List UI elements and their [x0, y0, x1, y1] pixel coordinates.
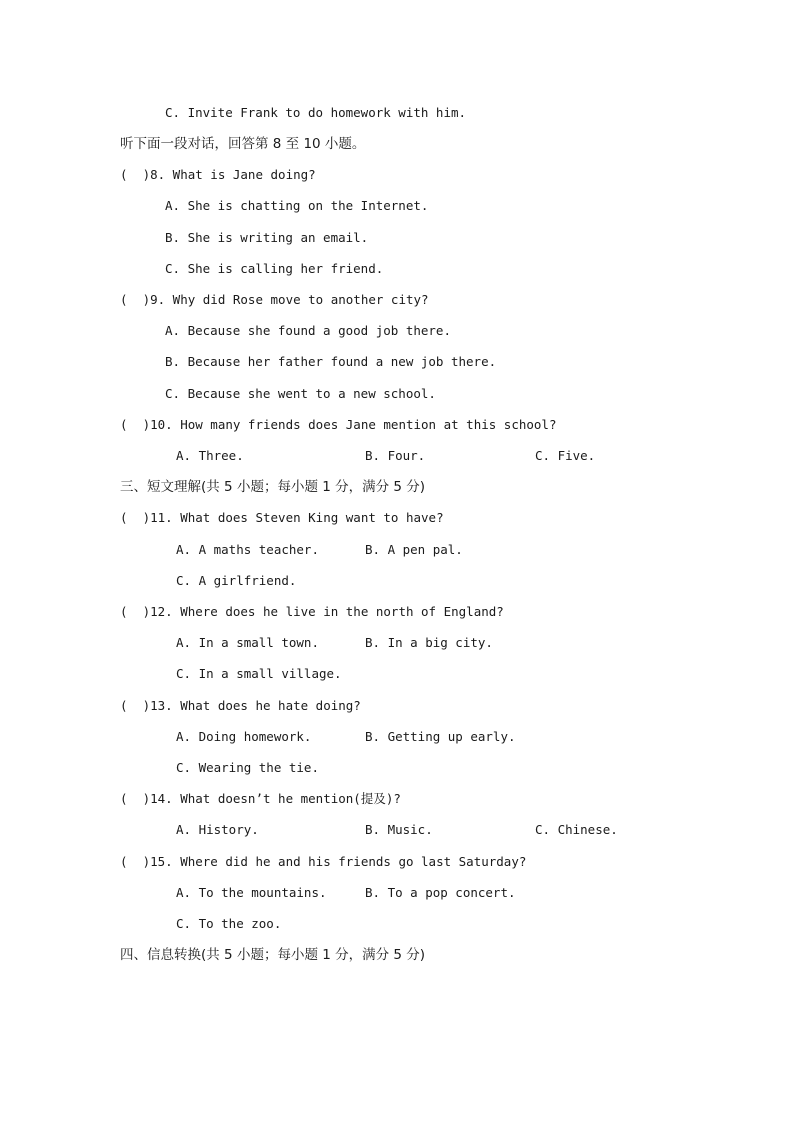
question-11-option-c: C. A girlfriend. — [176, 573, 297, 588]
question-8-option-c: C. She is calling her friend. — [165, 261, 384, 276]
question-10-option-b: B. Four. — [365, 448, 426, 463]
question-11-option-b: B. A pen pal. — [365, 542, 463, 557]
question-13-stem: ( )13. What does he hate doing? — [120, 698, 361, 713]
section-3-title: 三、短文理解(共 5 小题；每小题 1 分，满分 5 分) — [120, 479, 426, 495]
question-12-option-b: B. In a big city. — [365, 635, 493, 650]
question-9-stem: ( )9. Why did Rose move to another city? — [120, 292, 429, 307]
question-11-option-a: A. A maths teacher. — [176, 542, 319, 557]
question-11-stem: ( )11. What does Steven King want to have? — [120, 510, 444, 525]
prev-question-option-c: C. Invite Frank to do homework with him. — [165, 105, 467, 120]
question-15-stem: ( )15. Where did he and his friends go last Saturday? — [120, 854, 527, 869]
question-12-option-c: C. In a small village. — [176, 666, 342, 681]
question-15-option-b: B. To a pop concert. — [365, 885, 516, 900]
question-12-stem: ( )12. Where does he live in the north of England? — [120, 604, 504, 619]
question-9-option-b: B. Because her father found a new job there. — [165, 354, 497, 369]
question-14-option-a: A. History. — [176, 822, 259, 837]
question-14-option-c: C. Chinese. — [535, 822, 618, 837]
question-13-option-c: C. Wearing the tie. — [176, 760, 319, 775]
question-15-option-a: A. To the mountains. — [176, 885, 327, 900]
question-8-option-b: B. She is writing an email. — [165, 230, 369, 245]
question-14-stem: ( )14. What doesn’t he mention(提及)? — [120, 791, 401, 806]
question-12-option-a: A. In a small town. — [176, 635, 319, 650]
listening-dialog-instruction: 听下面一段对话，回答第 8 至 10 小题。 — [120, 136, 366, 152]
section-4-title: 四、信息转换(共 5 小题；每小题 1 分，满分 5 分) — [120, 947, 426, 963]
question-9-option-c: C. Because she went to a new school. — [165, 386, 436, 401]
question-13-option-b: B. Getting up early. — [365, 729, 516, 744]
question-13-option-a: A. Doing homework. — [176, 729, 312, 744]
question-10-option-a: A. Three. — [176, 448, 244, 463]
question-10-option-c: C. Five. — [535, 448, 596, 463]
question-15-option-c: C. To the zoo. — [176, 916, 282, 931]
question-8-stem: ( )8. What is Jane doing? — [120, 167, 316, 182]
question-10-stem: ( )10. How many friends does Jane mention at this school? — [120, 417, 557, 432]
question-14-option-b: B. Music. — [365, 822, 433, 837]
question-8-option-a: A. She is chatting on the Internet. — [165, 198, 429, 213]
question-9-option-a: A. Because she found a good job there. — [165, 323, 451, 338]
